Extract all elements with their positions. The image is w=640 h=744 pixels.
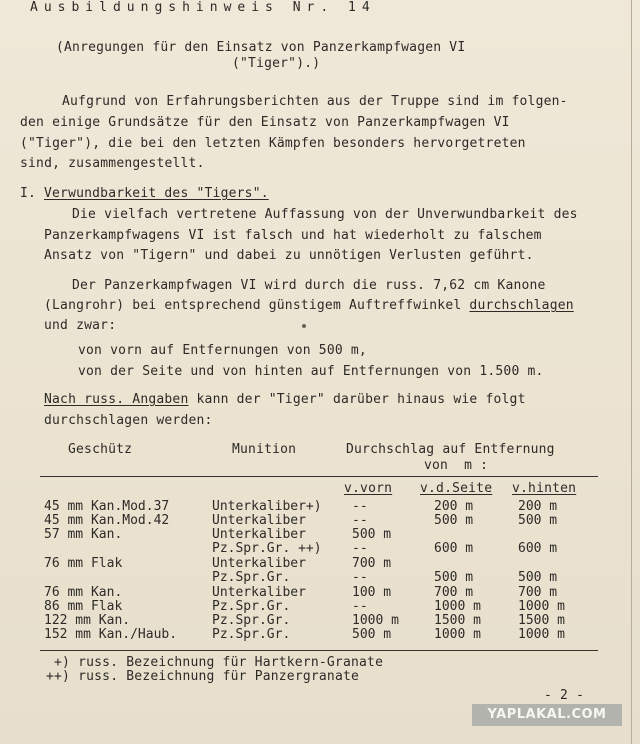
- cell-ammo: Unterkaliber: [212, 556, 306, 571]
- cell-side: 600 m: [434, 541, 474, 556]
- cell-front: 500 m: [352, 627, 392, 642]
- cell-rear: 1000 m: [518, 599, 565, 614]
- cell-gun: 76 mm Kan.: [44, 585, 123, 600]
- cell-rear: 1500 m: [518, 613, 565, 628]
- cell-rear: 700 m: [518, 585, 558, 600]
- cell-ammo: Pz.Spr.Gr.: [212, 599, 291, 614]
- cell-gun: 45 mm Kan.Mod.37: [44, 499, 170, 514]
- cell-front: --: [352, 499, 368, 514]
- paper-edge: [631, 0, 632, 744]
- section-title: Verwundbarkeit des "Tigers".: [44, 186, 269, 201]
- cell-front: --: [352, 541, 368, 556]
- subtitle-line-2: ("Tiger").): [232, 56, 321, 71]
- cell-ammo: Unterkaliber: [212, 585, 306, 600]
- para2-line-2: [44, 298, 574, 314]
- cell-gun: 152 mm Kan./Haub.: [44, 627, 178, 642]
- cell-ammo: Unterkaliber: [212, 527, 306, 542]
- nach-russ-angaben-underlined: Nach russ. Angaben: [44, 392, 189, 407]
- table-header-penetration: Durchschlag auf Entfernung: [346, 442, 555, 457]
- cell-ammo: Unterkaliber+): [212, 499, 322, 514]
- table-header-gun: Geschütz: [68, 442, 133, 457]
- footnote-2: ++) russ. Bezeichnung für Panzergranate: [46, 669, 360, 684]
- para3-line-1-text: kann der "Tiger" darüber hinaus wie folgt: [188, 392, 526, 407]
- cell-ammo: Unterkaliber: [212, 513, 306, 528]
- page-number: - 2 -: [544, 688, 585, 703]
- cell-ammo: Pz.Spr.Gr. ++): [212, 541, 322, 556]
- section-number: I.: [20, 186, 37, 201]
- table-header-rule: [40, 476, 598, 477]
- cell-front: 1000 m: [352, 613, 399, 628]
- para1-line-2: Panzerkampfwagens VI ist falsch und hat wiederholt zu falschem: [44, 228, 542, 243]
- table-bottom-rule: [40, 650, 598, 651]
- cell-front: --: [352, 599, 368, 614]
- cell-ammo: Pz.Spr.Gr.: [212, 627, 291, 642]
- para3-line-2: durchschlagen werden:: [44, 413, 213, 428]
- document-header: Ausbildungshinweis Nr. 14: [30, 0, 376, 15]
- cell-rear: 600 m: [518, 541, 558, 556]
- cell-ammo: Pz.Spr.Gr.: [212, 613, 291, 628]
- cell-side: 200 m: [434, 499, 474, 514]
- cell-rear: 1000 m: [518, 627, 565, 642]
- cell-front: 500 m: [352, 527, 392, 542]
- intro-line-2: den einige Grundsätze für den Einsatz von Panzerkampfwagen VI: [20, 115, 510, 130]
- cell-side: 1000 m: [434, 627, 481, 642]
- para2-line-1: Der Panzerkampfwagen VI wird durch die russ. 7,62 cm Kanone: [72, 278, 546, 293]
- para2-line-3: und zwar:: [44, 318, 117, 333]
- watermark: YAPLAKAL.COM: [472, 704, 622, 726]
- intro-line-1: Aufgrund von Erfahrungsberichten aus der Truppe sind im folgen-: [62, 94, 568, 109]
- cell-rear: 200 m: [518, 499, 558, 514]
- cell-rear: 500 m: [518, 570, 558, 585]
- cell-side: 500 m: [434, 513, 474, 528]
- table-header-range: von m :: [424, 458, 489, 473]
- cell-ammo: Pz.Spr.Gr.: [212, 570, 291, 585]
- cell-side: 1500 m: [434, 613, 481, 628]
- cell-front: --: [352, 570, 368, 585]
- footnote-1: +) russ. Bezeichnung für Hartkern-Granate: [54, 655, 384, 670]
- cell-gun: 86 mm Flak: [44, 599, 123, 614]
- cell-side: 1000 m: [434, 599, 481, 614]
- cell-gun: 122 mm Kan.: [44, 613, 131, 628]
- intro-line-3: ("Tiger"), die bei den letzten Kämpfen besonders hervorgetreten: [20, 136, 526, 151]
- para3-line-1: [44, 392, 526, 408]
- cell-front: 700 m: [352, 556, 392, 571]
- durchschlagen-underlined: durchschlagen: [469, 298, 574, 313]
- ink-spot: [302, 324, 306, 328]
- para2-front: von vorn auf Entfernungen von 500 m,: [78, 343, 367, 358]
- cell-front: 100 m: [352, 585, 392, 600]
- cell-gun: 45 mm Kan.Mod.42: [44, 513, 170, 528]
- para2-side: von der Seite und von hinten auf Entfernungen von 1.500 m.: [78, 364, 544, 379]
- subtitle-line-1: (Anregungen für den Einsatz von Panzerkampfwagen VI: [56, 40, 466, 55]
- cell-rear: 500 m: [518, 513, 558, 528]
- para1-line-1: Die vielfach vertretene Auffassung von der Unverwundbarkeit des: [72, 207, 578, 222]
- table-sub-rear: v.hinten: [512, 481, 577, 496]
- table-sub-front: v.vorn: [344, 481, 393, 496]
- intro-line-4: sind, zusammengestellt.: [20, 156, 205, 171]
- para2-line-2-text: (Langrohr) bei entsprechend günstigem Auftreffwinkel: [44, 298, 470, 313]
- cell-gun: 57 mm Kan.: [44, 527, 123, 542]
- cell-gun: 76 mm Flak: [44, 556, 123, 571]
- cell-side: 500 m: [434, 570, 474, 585]
- para1-line-3: Ansatz von "Tigern" und dabei zu unnötigen Verlusten geführt.: [44, 248, 534, 263]
- cell-front: --: [352, 513, 368, 528]
- cell-side: 700 m: [434, 585, 474, 600]
- table-sub-side: v.d.Seite: [420, 481, 493, 496]
- table-header-ammo: Munition: [232, 442, 297, 457]
